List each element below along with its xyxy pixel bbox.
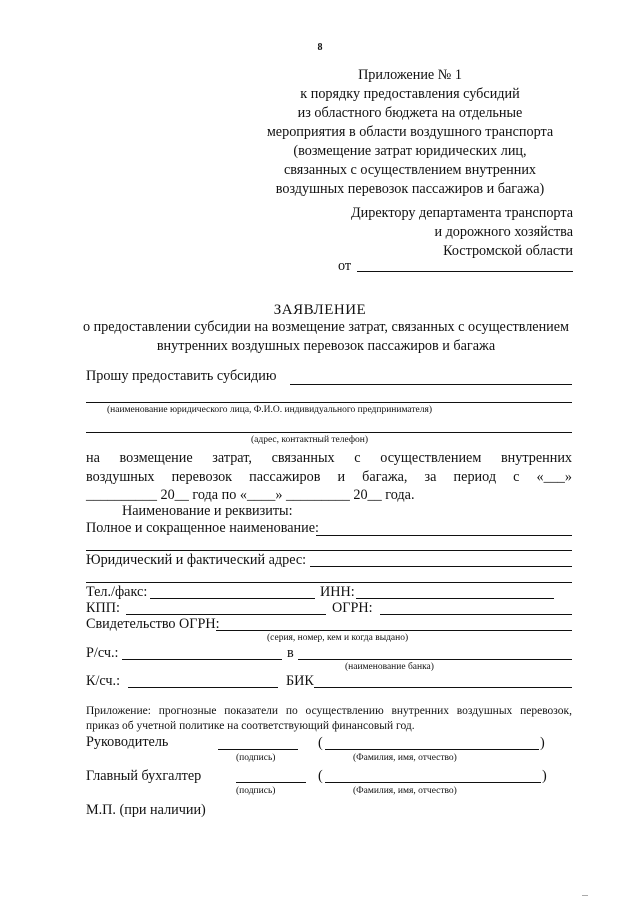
account-label: Р/сч.: (86, 645, 119, 661)
corr-account-field[interactable] (128, 687, 278, 688)
head-name-field[interactable] (325, 749, 539, 750)
appendix-line: (возмещение затрат юридических лиц, (293, 143, 527, 159)
appendix-line: Приложение № 1 (358, 67, 462, 83)
ogrn-cert-field[interactable] (216, 630, 572, 631)
appendix-line: к порядку предоставления субсидий (300, 86, 520, 102)
appendix-line: воздушных перевозок пассажиров и багажа) (275, 181, 545, 197)
open-paren: ( (318, 735, 323, 751)
inn-field[interactable] (356, 598, 554, 599)
account-field[interactable] (122, 659, 282, 660)
from-label: от (338, 258, 352, 274)
ogrn-label: ОГРН: (332, 600, 373, 616)
signature-hint: (подпись) (236, 753, 276, 763)
name-hint: (Фамилия, имя, отчество) (353, 786, 457, 796)
full-name-field-2[interactable] (86, 550, 572, 551)
addressee-block (351, 204, 573, 261)
stamp-label: М.П. (при наличии) (86, 802, 206, 818)
accountant-name-field[interactable] (325, 782, 541, 783)
period-line: __________ 20__ года по «____» _________ 20__ года. (86, 487, 415, 503)
scan-mark (582, 895, 588, 896)
phone-field[interactable] (150, 598, 315, 599)
ogrn-cert-label: Свидетельство ОГРН: (86, 616, 220, 632)
bik-field[interactable] (314, 687, 572, 688)
phone-label: Тел./факс: (86, 584, 148, 600)
addressee-line: и дорожного хозяйства (434, 224, 573, 240)
request-field[interactable] (290, 384, 572, 385)
purpose-line-2: воздушных перевозок пассажиров и багажа, за период с «___» (86, 469, 572, 485)
legal-address-field[interactable] (310, 566, 572, 567)
close-paren: ) (540, 735, 545, 751)
details-heading: Наименование и реквизиты: (122, 503, 293, 519)
appendix-header (240, 66, 580, 199)
kpp-label: КПП: (86, 600, 120, 616)
kpp-field[interactable] (126, 614, 326, 615)
signature-hint: (подпись) (236, 786, 276, 796)
purpose-line-1: на возмещение затрат, связанных с осуществлением внутренних (86, 450, 572, 466)
address-label: Юридический и фактический адрес: (86, 552, 307, 568)
appendix-line: связанных с осуществлением внутренних (283, 162, 537, 178)
attachments-note: Приложение: прогнозные показатели по осуществлению внутренних воздушных перевозок, приказ об учетной политике на соответствующий финансовый год. (86, 705, 572, 732)
document-title: ЗАЯВЛЕНИЕ (273, 302, 367, 318)
from-field[interactable] (357, 271, 573, 272)
legal-address-field-2[interactable] (86, 582, 572, 583)
bik-label: БИК (286, 673, 314, 689)
document-subtitle: о предоставлении субсидии на возмещение затрат, связанных с осуществлением внутренних воздушных перевозок пассажиров и багажа (82, 319, 570, 354)
open-paren: ( (318, 768, 323, 784)
accountant-signature-field[interactable] (236, 782, 306, 783)
entity-field[interactable] (86, 402, 572, 403)
address-phone-hint: (адрес, контактный телефон) (251, 435, 368, 445)
corr-account-label: К/сч.: (86, 673, 121, 689)
ogrn-field[interactable] (380, 614, 572, 615)
full-name-label: Полное и сокращенное наименование: (86, 520, 319, 536)
name-hint: (Фамилия, имя, отчество) (353, 753, 457, 763)
appendix-line: из областного бюджета на отдельные (297, 105, 523, 121)
page-number: 8 (317, 42, 323, 53)
accountant-label: Главный бухгалтер (86, 768, 202, 784)
addressee-line: Костромской области (443, 243, 573, 259)
bank-hint: (наименование банка) (345, 662, 434, 672)
entity-hint: (наименование юридического лица, Ф.И.О. индивидуального предпринимателя) (107, 405, 433, 415)
ogrn-cert-hint: (серия, номер, кем и когда выдано) (267, 633, 409, 643)
inn-label: ИНН: (320, 584, 355, 600)
in-label: в (287, 645, 294, 661)
address-phone-field[interactable] (86, 432, 572, 433)
head-signature-field[interactable] (218, 749, 298, 750)
full-name-field[interactable] (316, 535, 572, 536)
appendix-line: мероприятия в области воздушного транспорта (266, 124, 554, 140)
request-label: Прошу предоставить субсидию (86, 368, 277, 384)
bank-field[interactable] (298, 659, 572, 660)
close-paren: ) (542, 768, 547, 784)
head-label: Руководитель (86, 734, 169, 750)
addressee-line: Директору департамента транспорта (350, 205, 573, 221)
